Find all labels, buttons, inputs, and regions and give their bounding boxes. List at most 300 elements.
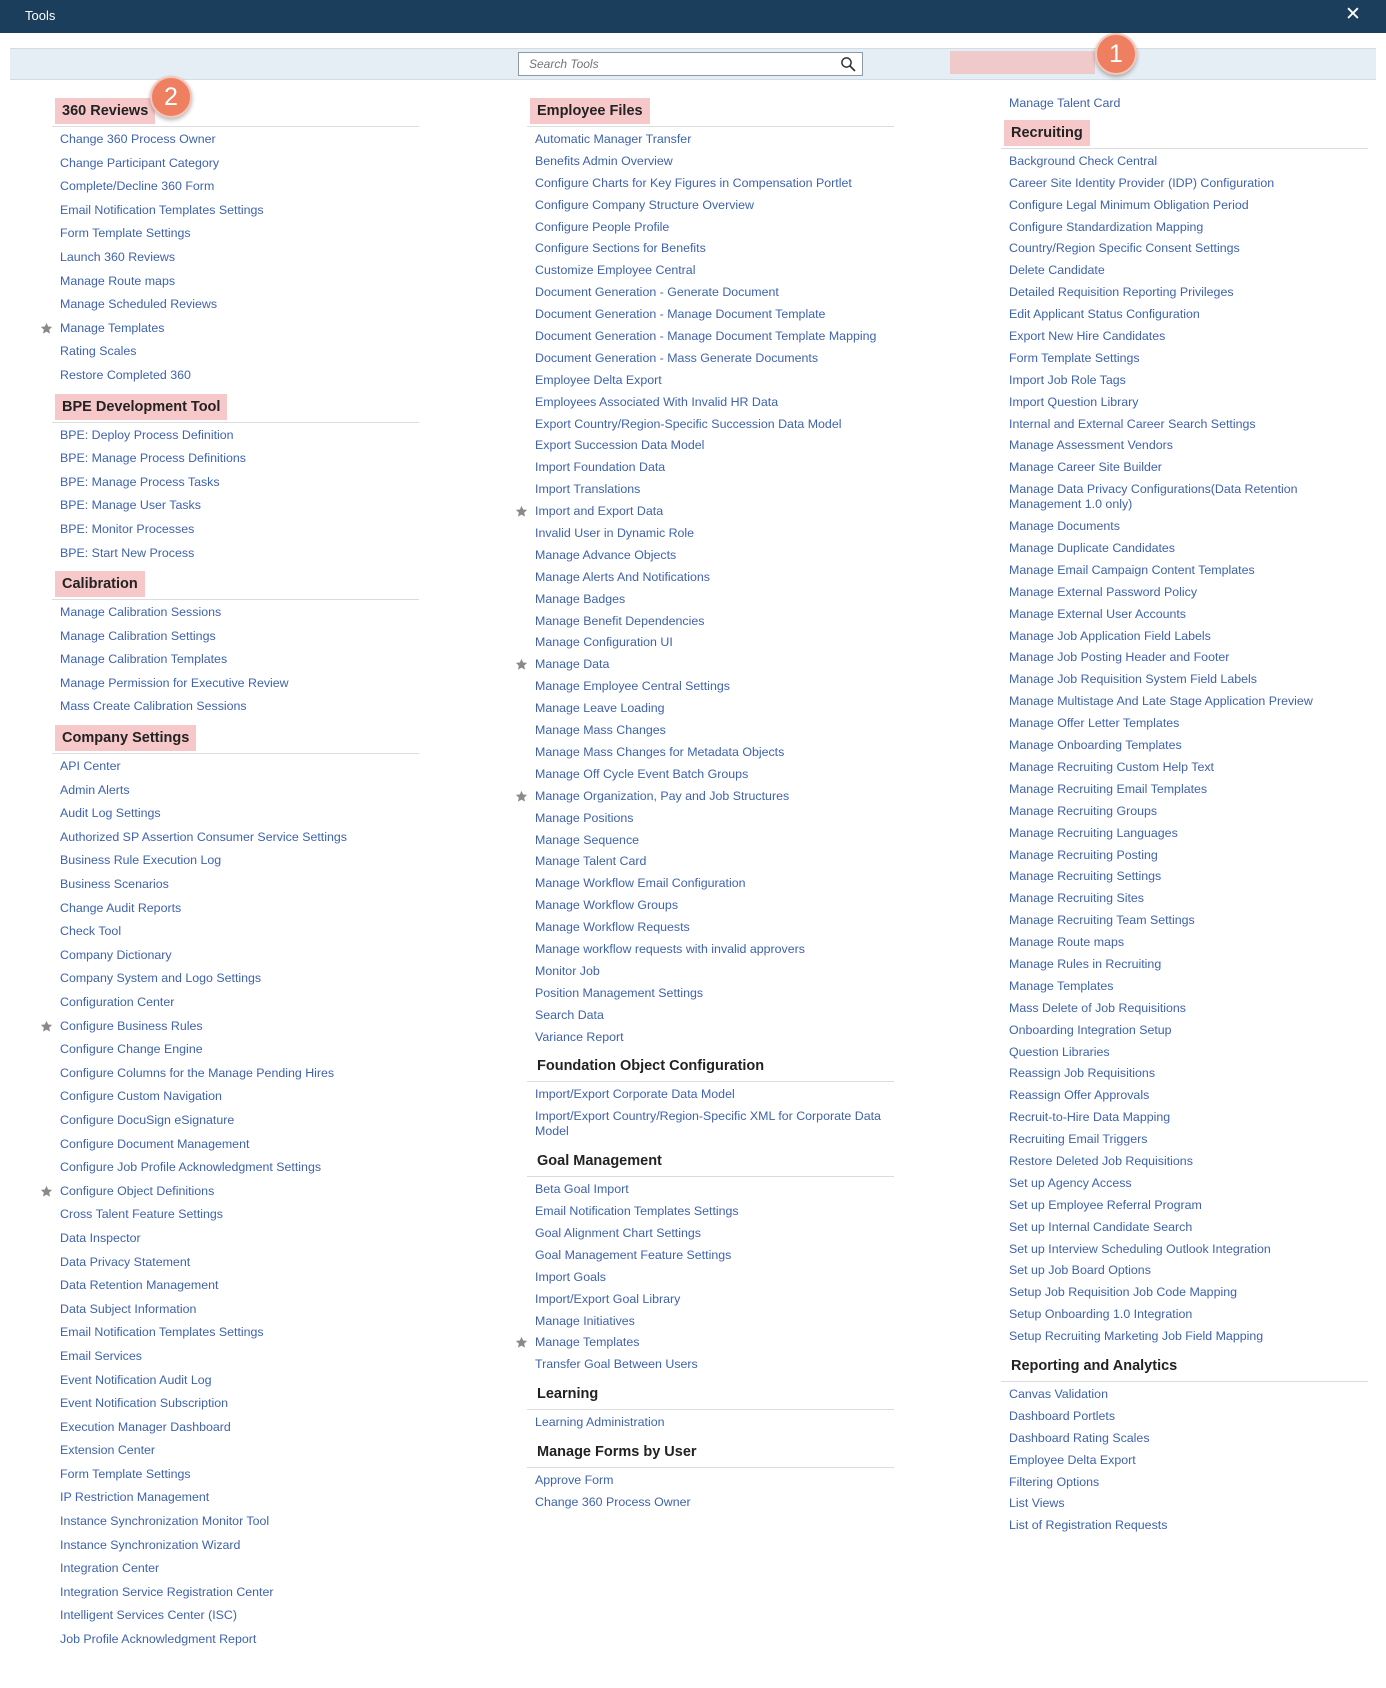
- tool-link[interactable]: Manage Templates: [60, 320, 165, 335]
- tool-link[interactable]: Manage Rules in Recruiting: [1009, 956, 1162, 971]
- tool-link[interactable]: Manage Templates: [1009, 978, 1114, 993]
- tool-item: [1001, 957, 1368, 972]
- tool-item: [1001, 585, 1368, 600]
- tool-link[interactable]: Reassign Job Requisitions: [1009, 1066, 1156, 1081]
- tool-item: [52, 948, 419, 963]
- tool-link[interactable]: Email Notification Templates Settings: [60, 202, 264, 217]
- tool-link[interactable]: Business Scenarios: [60, 877, 169, 892]
- tool-link[interactable]: Manage Benefit Dependencies: [535, 613, 705, 628]
- tool-link[interactable]: Dashboard Rating Scales: [1009, 1430, 1150, 1445]
- tool-item: [52, 1089, 419, 1104]
- tool-link[interactable]: Audit Log Settings: [60, 806, 161, 821]
- tool-link[interactable]: Career Site Identity Provider (IDP) Configuration: [1009, 175, 1275, 190]
- tool-link[interactable]: Set up Interview Scheduling Outlook Integration: [1009, 1241, 1271, 1256]
- tool-item: [527, 570, 894, 585]
- tool-link[interactable]: Manage Recruiting Languages: [1009, 825, 1178, 840]
- tool-link[interactable]: Canvas Validation: [1009, 1386, 1108, 1401]
- tool-link[interactable]: Manage Job Posting Header and Footer: [1009, 650, 1230, 665]
- section-manage-forms-by-user: [527, 1437, 894, 1510]
- section-title: Manage Forms by User: [537, 1444, 697, 1461]
- tool-item: [527, 657, 894, 672]
- tool-link[interactable]: Manage External User Accounts: [1009, 606, 1187, 621]
- tool-link[interactable]: Manage Assessment Vendors: [1009, 438, 1173, 453]
- tool-link[interactable]: Transfer Goal Between Users: [535, 1357, 698, 1372]
- tool-item: [1001, 694, 1368, 709]
- tool-item: [52, 1113, 419, 1128]
- tool-item: [52, 1632, 419, 1647]
- tool-link[interactable]: Manage Talent Card: [535, 854, 647, 869]
- tool-link[interactable]: Authorized SP Assertion Consumer Service Settings: [60, 829, 347, 844]
- tool-link[interactable]: Form Template Settings: [1009, 350, 1140, 365]
- section-employee-files: [527, 96, 894, 1045]
- tool-link[interactable]: Background Check Central: [1009, 153, 1158, 168]
- tool-item: [52, 1278, 419, 1293]
- tool-link[interactable]: Manage Talent Card: [1009, 96, 1121, 110]
- tool-item: [1001, 241, 1368, 256]
- tool-link[interactable]: Edit Applicant Status Configuration: [1009, 307, 1200, 322]
- tool-item: [527, 198, 894, 213]
- tool-link[interactable]: Configure Object Definitions: [60, 1183, 215, 1198]
- tool-item: [527, 1495, 894, 1510]
- tool-link[interactable]: Manage Calibration Sessions: [60, 605, 222, 620]
- tool-item: [52, 1231, 419, 1246]
- tool-item: [527, 811, 894, 826]
- tool-link[interactable]: Learning Administration: [535, 1415, 665, 1430]
- tool-link[interactable]: Change 360 Process Owner: [535, 1494, 691, 1509]
- section-header: [527, 1437, 894, 1468]
- favorite-star-icon[interactable]: [40, 322, 53, 335]
- tool-item: [1001, 891, 1368, 906]
- tool-item: [1001, 1285, 1368, 1300]
- tool-item: [52, 783, 419, 798]
- tool-item: [1001, 1242, 1368, 1257]
- tool-link[interactable]: Employee Delta Export: [1009, 1452, 1136, 1467]
- tool-item: [1001, 629, 1368, 644]
- tool-link[interactable]: Manage Leave Loading: [535, 701, 665, 716]
- tool-link[interactable]: Manage Email Campaign Content Templates: [1009, 562, 1255, 577]
- tool-link[interactable]: Setup Recruiting Marketing Job Field Mapping: [1009, 1329, 1264, 1344]
- favorite-star-icon[interactable]: [515, 505, 528, 518]
- tool-link[interactable]: Search Data: [535, 1007, 604, 1022]
- tool-link[interactable]: Mass Create Calibration Sessions: [60, 699, 247, 714]
- tool-item: [1001, 1409, 1368, 1424]
- tool-link[interactable]: Check Tool: [60, 924, 122, 939]
- tool-link[interactable]: Manage Recruiting Settings: [1009, 869, 1162, 884]
- tool-link[interactable]: Beta Goal Import: [535, 1182, 629, 1197]
- tool-item: [1001, 1066, 1368, 1081]
- tool-link[interactable]: Manage Data Privacy Configurations(Data Retention Management 1.0 only): [1009, 482, 1298, 512]
- tool-item: [52, 368, 419, 383]
- tool-link[interactable]: Configure Legal Minimum Obligation Period: [1009, 197, 1249, 212]
- tool-item: [527, 285, 894, 300]
- section-title: Learning: [537, 1386, 599, 1403]
- tool-link[interactable]: Intelligent Services Center (ISC): [60, 1608, 237, 1623]
- tool-link[interactable]: Manage Alerts And Notifications: [535, 569, 710, 584]
- tool-link[interactable]: Employee Delta Export: [535, 372, 662, 387]
- tool-link[interactable]: Configure DocuSign eSignature: [60, 1112, 235, 1127]
- tool-link[interactable]: Document Generation - Manage Document Template: [535, 307, 826, 322]
- tool-item: [527, 964, 894, 979]
- tool-link[interactable]: Export Country/Region-Specific Succession Data Model: [535, 416, 842, 431]
- tool-link[interactable]: Set up Employee Referral Program: [1009, 1197, 1202, 1212]
- tool-item: [52, 498, 419, 513]
- tool-link[interactable]: Rating Scales: [60, 344, 137, 359]
- tool-item: [527, 1314, 894, 1329]
- tool-item: [527, 745, 894, 760]
- tool-link[interactable]: Employees Associated With Invalid HR Data: [535, 394, 779, 409]
- tool-link[interactable]: Form Template Settings: [60, 1466, 191, 1481]
- tool-link[interactable]: Filtering Options: [1009, 1474, 1100, 1489]
- tool-link[interactable]: Integration Service Registration Center: [60, 1584, 274, 1599]
- section-foundation-object-configuration: [527, 1051, 894, 1139]
- tool-item: [527, 176, 894, 191]
- tool-link[interactable]: Manage Configuration UI: [535, 635, 673, 650]
- tool-link[interactable]: Configure Columns for the Manage Pending Hires: [60, 1065, 335, 1080]
- tool-link[interactable]: Manage Initiatives: [535, 1313, 635, 1328]
- tool-link[interactable]: Change Audit Reports: [60, 900, 182, 915]
- tool-item: [527, 241, 894, 256]
- section-title: Recruiting: [1004, 120, 1090, 146]
- tool-link[interactable]: Job Profile Acknowledgment Report: [60, 1632, 257, 1647]
- tool-link[interactable]: Manage Documents: [1009, 519, 1120, 534]
- tool-item: [52, 156, 419, 171]
- tool-item: [52, 759, 419, 774]
- tool-item: [527, 220, 894, 235]
- tool-link[interactable]: Document Generation - Generate Document: [535, 285, 779, 300]
- tool-link[interactable]: Manage Duplicate Candidates: [1009, 541, 1176, 556]
- tool-link[interactable]: Approve Form: [535, 1473, 614, 1488]
- tool-link[interactable]: Import/Export Country/Region-Specific XML for Corporate Data Model: [535, 1109, 881, 1139]
- highlight-region: [950, 51, 1095, 74]
- tool-link[interactable]: Goal Management Feature Settings: [535, 1247, 732, 1262]
- tool-link[interactable]: BPE: Start New Process: [60, 545, 195, 560]
- window-title: Tools: [25, 8, 56, 23]
- tool-link[interactable]: Configure Charts for Key Figures in Compensation Portlet: [535, 175, 852, 190]
- tool-link[interactable]: Manage Data: [535, 657, 610, 672]
- tool-item: [52, 1019, 419, 1034]
- tool-item: [1001, 438, 1368, 453]
- tool-link[interactable]: Country/Region Specific Consent Settings: [1009, 241, 1240, 256]
- tool-item: [1001, 285, 1368, 300]
- tool-link[interactable]: Execution Manager Dashboard: [60, 1419, 231, 1434]
- tool-link[interactable]: Manage Multistage And Late Stage Application Preview: [1009, 694, 1313, 709]
- tool-link[interactable]: Manage Recruiting Custom Help Text: [1009, 759, 1215, 774]
- tool-link[interactable]: Email Notification Templates Settings: [535, 1204, 739, 1219]
- tool-link[interactable]: Manage Workflow Groups: [535, 898, 679, 913]
- tool-item: [52, 1608, 419, 1623]
- section-calibration: [52, 569, 419, 714]
- tool-item: [527, 438, 894, 453]
- tool-item: [527, 767, 894, 782]
- tool-link[interactable]: Manage Workflow Requests: [535, 920, 690, 935]
- tool-link[interactable]: Complete/Decline 360 Form: [60, 179, 215, 194]
- favorite-star-icon[interactable]: [515, 790, 528, 803]
- tool-link[interactable]: Configure People Profile: [535, 219, 670, 234]
- section-reporting-and-analytics: [1001, 1351, 1368, 1533]
- tool-link[interactable]: Change Participant Category: [60, 155, 220, 170]
- tool-item: [1001, 1307, 1368, 1322]
- tool-link[interactable]: Setup Onboarding 1.0 Integration: [1009, 1307, 1193, 1322]
- section-title: Company Settings: [55, 725, 196, 751]
- tool-item: [52, 179, 419, 194]
- tool-link[interactable]: Mass Delete of Job Requisitions: [1009, 1000, 1186, 1015]
- tool-item: [52, 995, 419, 1010]
- tool-item: [52, 1396, 419, 1411]
- favorite-star-icon[interactable]: [515, 1336, 528, 1349]
- section-title: 360 Reviews: [55, 98, 155, 124]
- tool-link[interactable]: Data Retention Management: [60, 1278, 219, 1293]
- tool-link[interactable]: Manage Recruiting Email Templates: [1009, 781, 1208, 796]
- tool-item: [1001, 329, 1368, 344]
- tool-link[interactable]: Manage Recruiting Sites: [1009, 891, 1144, 906]
- tool-link[interactable]: BPE: Manage User Tasks: [60, 498, 201, 513]
- tool-link[interactable]: Import Goals: [535, 1269, 606, 1284]
- tool-link[interactable]: Export Succession Data Model: [535, 438, 705, 453]
- tool-link[interactable]: Form Template Settings: [60, 226, 191, 241]
- tool-link[interactable]: Onboarding Integration Setup: [1009, 1022, 1172, 1037]
- tool-item: [52, 1184, 419, 1199]
- tool-link[interactable]: Event Notification Subscription: [60, 1396, 229, 1411]
- tool-item: [52, 699, 419, 714]
- tool-link[interactable]: Email Services: [60, 1348, 142, 1363]
- favorite-star-icon[interactable]: [515, 658, 528, 671]
- tool-link[interactable]: Manage Employee Central Settings: [535, 679, 730, 694]
- tool-link[interactable]: Import/Export Corporate Data Model: [535, 1087, 735, 1102]
- tool-item: [1001, 1220, 1368, 1235]
- tool-link[interactable]: Detailed Requisition Reporting Privileges: [1009, 285, 1234, 300]
- tool-link[interactable]: Cross Talent Feature Settings: [60, 1207, 223, 1222]
- tool-link[interactable]: Admin Alerts: [60, 782, 130, 797]
- tool-link[interactable]: Manage Onboarding Templates: [1009, 738, 1182, 753]
- tool-item: [52, 344, 419, 359]
- tool-link[interactable]: Invalid User in Dynamic Role: [535, 526, 695, 541]
- tool-item: [1001, 935, 1368, 950]
- tool-link[interactable]: BPE: Monitor Processes: [60, 521, 195, 536]
- tool-link[interactable]: Recruit-to-Hire Data Mapping: [1009, 1110, 1171, 1125]
- tool-link[interactable]: Configure Sections for Benefits: [535, 241, 706, 256]
- tool-link[interactable]: Reassign Offer Approvals: [1009, 1088, 1150, 1103]
- tool-link[interactable]: Document Generation - Mass Generate Documents: [535, 350, 819, 365]
- tool-link[interactable]: Import and Export Data: [535, 504, 664, 519]
- tool-link[interactable]: Manage Mass Changes: [535, 723, 666, 738]
- tool-link[interactable]: Manage Workflow Email Configuration: [535, 876, 746, 891]
- tool-link[interactable]: Extension Center: [60, 1443, 156, 1458]
- tool-link[interactable]: Set up Agency Access: [1009, 1175, 1132, 1190]
- search-box[interactable]: [518, 52, 863, 76]
- tool-item: [527, 351, 894, 366]
- tools-column-1: [52, 96, 419, 1656]
- section-continued: [1001, 96, 1368, 111]
- close-icon[interactable]: ✕: [1345, 4, 1361, 25]
- tool-link[interactable]: Instance Synchronization Wizard: [60, 1537, 241, 1552]
- section-bpe-development-tool: [52, 392, 419, 561]
- tool-link[interactable]: Manage Job Requisition System Field Labels: [1009, 672, 1257, 687]
- tool-link[interactable]: Configuration Center: [60, 995, 175, 1009]
- section-title: Foundation Object Configuration: [537, 1058, 765, 1075]
- tool-link[interactable]: Dashboard Portlets: [1009, 1408, 1116, 1423]
- favorite-star-icon[interactable]: [40, 1185, 53, 1198]
- tool-item: [527, 329, 894, 344]
- tool-link[interactable]: Manage Scheduled Reviews: [60, 297, 218, 312]
- tool-link[interactable]: Position Management Settings: [535, 985, 704, 1000]
- tool-link[interactable]: Manage Job Application Field Labels: [1009, 628, 1211, 643]
- section-title: Employee Files: [530, 98, 650, 124]
- tool-item: [527, 395, 894, 410]
- tool-link[interactable]: Manage Recruiting Team Settings: [1009, 913, 1195, 928]
- tool-link[interactable]: BPE: Manage Process Definitions: [60, 451, 246, 466]
- section-header: [527, 1379, 894, 1410]
- tool-link[interactable]: Manage Recruiting Groups: [1009, 803, 1158, 818]
- tool-link[interactable]: Import Foundation Data: [535, 460, 666, 475]
- tool-link[interactable]: Recruiting Email Triggers: [1009, 1132, 1148, 1147]
- tool-item: [1001, 1045, 1368, 1060]
- tool-link[interactable]: Manage Advance Objects: [535, 547, 677, 562]
- tool-link[interactable]: Data Subject Information: [60, 1301, 197, 1316]
- tool-link[interactable]: Import Question Library: [1009, 394, 1139, 409]
- tool-link[interactable]: Integration Center: [60, 1561, 160, 1576]
- tool-item: [52, 428, 419, 443]
- tool-link[interactable]: Customize Employee Central: [535, 263, 696, 278]
- tool-item: [527, 1248, 894, 1263]
- tool-item: [52, 321, 419, 336]
- tool-link[interactable]: Business Rule Execution Log: [60, 853, 222, 868]
- tool-link[interactable]: Configure Job Profile Acknowledgment Settings: [60, 1160, 322, 1175]
- tool-item: [52, 522, 419, 537]
- tool-link[interactable]: Internal and External Career Search Settings: [1009, 416, 1256, 431]
- tool-link[interactable]: Configure Document Management: [60, 1136, 250, 1151]
- tool-item: [52, 203, 419, 218]
- tool-link[interactable]: Manage workflow requests with invalid approvers: [535, 941, 805, 956]
- tool-link[interactable]: Email Notification Templates Settings: [60, 1325, 264, 1340]
- tool-link[interactable]: Configure Change Engine: [60, 1042, 203, 1057]
- tool-item: [527, 417, 894, 432]
- tool-link[interactable]: BPE: Manage Process Tasks: [60, 474, 220, 489]
- tool-link[interactable]: Event Notification Audit Log: [60, 1372, 212, 1387]
- tool-link[interactable]: Manage Route maps: [1009, 935, 1125, 950]
- callout-badge-2: 2: [150, 76, 192, 118]
- tool-link[interactable]: Export New Hire Candidates: [1009, 329, 1166, 344]
- tool-item: [1001, 1475, 1368, 1490]
- tool-link[interactable]: Manage Career Site Builder: [1009, 460, 1162, 475]
- tool-item: [52, 297, 419, 312]
- tool-link[interactable]: Delete Candidate: [1009, 263, 1105, 278]
- tool-item: [1001, 672, 1368, 687]
- section-header: [52, 96, 419, 127]
- tool-item: [52, 274, 419, 289]
- tool-item: [1001, 395, 1368, 410]
- tool-item: [52, 1066, 419, 1081]
- tool-item: [52, 924, 419, 939]
- tool-link[interactable]: Goal Alignment Chart Settings: [535, 1225, 701, 1240]
- tool-item: [52, 1042, 419, 1057]
- tool-link[interactable]: Manage Mass Changes for Metadata Objects: [535, 744, 785, 759]
- tool-link[interactable]: Question Libraries: [1009, 1044, 1110, 1059]
- tool-link[interactable]: API Center: [60, 759, 121, 774]
- tool-item: [1001, 1088, 1368, 1103]
- search-input[interactable]: [529, 57, 829, 71]
- tool-link[interactable]: Manage Calibration Templates: [60, 652, 228, 667]
- tool-link[interactable]: Import Translations: [535, 482, 641, 497]
- tool-item: [1001, 351, 1368, 366]
- tool-link[interactable]: Configure Custom Navigation: [60, 1089, 222, 1104]
- tool-link[interactable]: Data Privacy Statement: [60, 1254, 191, 1269]
- tool-link[interactable]: Document Generation - Manage Document Template Mapping: [535, 329, 877, 344]
- tool-link[interactable]: Data Inspector: [60, 1230, 141, 1245]
- tool-link[interactable]: IP Restriction Management: [60, 1490, 210, 1505]
- tool-link[interactable]: Instance Synchronization Monitor Tool: [60, 1514, 270, 1529]
- tool-link[interactable]: Set up Internal Candidate Search: [1009, 1219, 1193, 1234]
- tool-link[interactable]: Manage Templates: [535, 1335, 640, 1350]
- tool-item: [52, 226, 419, 241]
- tool-item: [1001, 96, 1368, 111]
- tool-item: [52, 676, 419, 691]
- tool-link[interactable]: Set up Job Board Options: [1009, 1263, 1151, 1278]
- tool-link[interactable]: Manage Off Cycle Event Batch Groups: [535, 766, 749, 781]
- tool-link[interactable]: Configure Company Structure Overview: [535, 197, 754, 212]
- tool-link[interactable]: Change 360 Process Owner: [60, 132, 216, 146]
- tool-link[interactable]: List Views: [1009, 1496, 1065, 1511]
- tool-item: [52, 1302, 419, 1317]
- tool-link[interactable]: Manage External Password Policy: [1009, 584, 1198, 599]
- tools-column-3: [1001, 96, 1368, 1540]
- search-icon[interactable]: [840, 56, 856, 72]
- tool-link[interactable]: Company Dictionary: [60, 947, 172, 962]
- tool-link[interactable]: Variance Report: [535, 1029, 624, 1044]
- tool-item: [1001, 1387, 1368, 1402]
- tool-link[interactable]: Manage Offer Letter Templates: [1009, 716, 1180, 731]
- tool-link[interactable]: Import/Export Goal Library: [535, 1291, 681, 1306]
- tool-link[interactable]: Manage Badges: [535, 591, 626, 606]
- tool-link[interactable]: Benefits Admin Overview: [535, 153, 673, 168]
- tool-link[interactable]: Restore Deleted Job Requisitions: [1009, 1153, 1193, 1168]
- tool-item: [1001, 417, 1368, 432]
- tool-link[interactable]: Manage Recruiting Posting: [1009, 847, 1158, 862]
- tool-link[interactable]: Configure Business Rules: [60, 1018, 203, 1033]
- tool-link[interactable]: Setup Job Requisition Job Code Mapping: [1009, 1285, 1237, 1300]
- tool-link[interactable]: Launch 360 Reviews: [60, 249, 176, 264]
- tool-item: [1001, 1496, 1368, 1511]
- tool-item: [527, 723, 894, 738]
- tool-link[interactable]: Automatic Manager Transfer: [535, 132, 692, 146]
- tool-item: [1001, 869, 1368, 884]
- tool-item: [1001, 1198, 1368, 1213]
- tool-item: [527, 833, 894, 848]
- tools-column-2: [527, 96, 894, 1517]
- tool-item: [527, 1270, 894, 1285]
- tool-link[interactable]: Manage Positions: [535, 810, 634, 825]
- tool-link[interactable]: Company System and Logo Settings: [60, 971, 262, 986]
- tool-link[interactable]: Manage Route maps: [60, 273, 176, 288]
- tool-item: [52, 1490, 419, 1505]
- tool-item: [527, 1204, 894, 1219]
- tool-link[interactable]: Configure Standardization Mapping: [1009, 219, 1204, 234]
- tool-link[interactable]: Manage Sequence: [535, 832, 640, 847]
- tool-link[interactable]: Restore Completed 360: [60, 367, 191, 382]
- tool-link[interactable]: BPE: Deploy Process Definition: [60, 427, 234, 442]
- tool-link[interactable]: Import Job Role Tags: [1009, 372, 1126, 387]
- tool-link[interactable]: List of Registration Requests: [1009, 1518, 1168, 1533]
- tool-link[interactable]: Manage Calibration Settings: [60, 628, 216, 643]
- tool-item: [527, 679, 894, 694]
- tool-link[interactable]: Manage Permission for Executive Review: [60, 675, 289, 690]
- favorite-star-icon[interactable]: [40, 1020, 53, 1033]
- tool-link[interactable]: Monitor Job: [535, 963, 600, 978]
- tool-item: [1001, 307, 1368, 322]
- tool-item: [527, 701, 894, 716]
- tool-item: [52, 1561, 419, 1576]
- tool-link[interactable]: Manage Organization, Pay and Job Structures: [535, 788, 790, 803]
- tool-item: [1001, 373, 1368, 388]
